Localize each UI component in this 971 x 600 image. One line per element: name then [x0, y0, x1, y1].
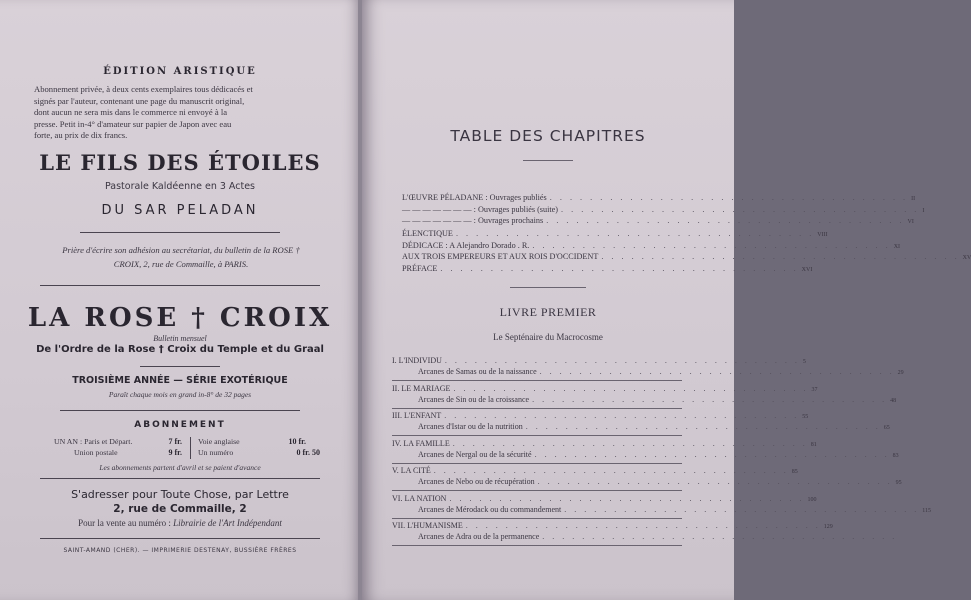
leader-dots: . . . . . . . . . . . . . . . . . . . . . . . . . . . . . . . . . . . .: [455, 229, 815, 238]
chapter-entry-label: III. L'ENFANT: [392, 411, 442, 420]
divider: [40, 478, 320, 479]
prayer-line: CROIX, 2, rue de Commaille, à PARIS.: [113, 259, 249, 269]
chapter-entry: [392, 383, 818, 394]
abonnement-note: Les abonnements partent d'avril et se paient d'avance: [99, 463, 261, 472]
leader-dots: . . . . . . . . . . . . . . . . . . . . . . . . . . . . . . . . . . . .: [546, 216, 905, 225]
leader-dots: . . . . . . . . . . . . . . . . . . . . . . . . . . . . . . . . . . . .: [564, 504, 920, 514]
chapter-subentry-label: Arcanes de Mérodack ou du commandement: [418, 504, 562, 514]
edition-text: [34, 84, 330, 142]
edition-line: signés par l'auteur, contenant une page du manuscrit original,: [34, 95, 245, 106]
chapter-divider: [392, 435, 682, 436]
toc-entry-label: — — — — — — — : Ouvrages prochains: [402, 216, 544, 225]
address-prefix: Pour la vente au numéro :: [78, 518, 171, 528]
chapter-entry-page: 85: [791, 469, 798, 475]
abonnement-row-label: Voie anglaise: [198, 437, 240, 446]
prayer-line: Prière d'écrire son adhésion au secrétariat, du bulletin de la ROSE †: [62, 245, 300, 255]
chapter-entry: [392, 355, 806, 366]
chapter-entry-page: 5: [802, 359, 806, 365]
edition-line: presse. Petit in-4° d'amateur sur papier de Japon avec eau: [34, 118, 232, 129]
toc-entry: [402, 228, 828, 239]
leader-dots: . . . . . . . . . . . . . . . . . . . . . . . . . . . . . . . . . . . .: [532, 240, 891, 250]
edition-line: Abonnement privée, à deux cents exemplaires tous dédicacés et: [34, 84, 253, 94]
chapter-subentry-label: Arcanes de Samas ou de la naissance: [418, 367, 537, 376]
toc-entry-label: DÉDICACE : A Alejandro Dorado . R.: [402, 240, 530, 250]
toc-entry: [402, 240, 901, 251]
divider: [510, 287, 586, 288]
chapter-subentry: [418, 531, 898, 542]
chapter-subentry: [418, 504, 932, 515]
rose-croix-title: LA ROSE † CROIX: [27, 303, 333, 333]
leader-dots: . . . . . . . . . . . . . . . . . . . . . . . . . . . . . . . . . . . .: [532, 394, 888, 404]
edition-line: forte, au prix de dix francs.: [34, 130, 128, 140]
divider: [60, 410, 300, 411]
chapter-subentry-page: 95: [895, 480, 902, 486]
chapter-subentry: [418, 476, 902, 487]
leader-dots: . . . . . . . . . . . . . . . . . . . . . . . . . . . . . . . . . . . .: [433, 466, 789, 475]
chapter-divider: [392, 545, 682, 546]
chapter-subentry-page: 115: [922, 507, 932, 514]
leader-dots: . . . . . . . . . . . . . . . . . . . . . . . . . . . . . . . . . . . .: [452, 438, 808, 448]
chapter-divider: [392, 490, 682, 491]
chapter-entry-label: V. LA CITÉ: [392, 466, 431, 475]
address-line-2: 2, rue de Commaille, 2: [113, 503, 247, 515]
toc-entry: [402, 204, 925, 215]
divider: [523, 160, 573, 161]
chapter-entry-label: IV. LA FAMILLE: [392, 438, 450, 448]
chapter-entry: [392, 465, 798, 476]
toc-entry-page: XI: [893, 243, 901, 250]
abonnement-row-price: 7 fr.: [168, 437, 182, 446]
toc-title: TABLE DES CHAPITRES: [450, 127, 646, 145]
chapter-subentry-label: Arcanes d'Istar ou de la nutrition: [418, 422, 523, 431]
chapter-subentry: [418, 366, 904, 377]
address-line-1: S'adresser pour Toute Chose, par Lettre: [71, 488, 289, 501]
divider: [80, 232, 280, 233]
toc-entry: [402, 251, 971, 262]
chapter-subentry-label: Arcanes de Sin ou de la croissance: [418, 394, 530, 404]
book-heading: LIVRE PREMIER: [499, 305, 597, 319]
toc-entry: [402, 263, 813, 274]
address-bookshop: Librairie de l'Art Indépendant: [173, 518, 282, 528]
abonnement-row-label: UN AN : Paris et Départ.: [54, 437, 133, 446]
prayer-text: [40, 243, 322, 271]
leader-dots: . . . . . . . . . . . . . . . . . . . . . . . . . . . . . . . . . . . .: [542, 532, 898, 541]
chapter-subentry-label: Arcanes de Nergal ou de la sécurité: [418, 449, 532, 459]
chapter-entry-label: I. L'INDIVIDU: [392, 356, 442, 365]
leader-dots: . . . . . . . . . . . . . . . . . . . . . . . . . . . . . . . . . . . .: [549, 193, 909, 202]
leader-dots: . . . . . . . . . . . . . . . . . . . . . . . . . . . . . . . . . . . .: [561, 204, 920, 214]
toc-entry: [402, 215, 914, 226]
series-line: TROISIÈME ANNÉE — SÉRIE EXOTÉRIQUE: [72, 375, 288, 386]
chapter-subentry-page: 83: [892, 452, 899, 459]
toc-entry-label: AUX TROIS EMPEREURS ET AUX ROIS D'OCCIDENT: [402, 252, 599, 261]
book-title: LE FILS DES ÉTOILES: [39, 150, 321, 175]
chapter-entry-page: 129: [823, 524, 833, 530]
leader-dots: . . . . . . . . . . . . . . . . . . . . . . . . . . . . . . . . . . . .: [444, 356, 800, 365]
abonnement-row-label: Un numéro: [198, 448, 234, 457]
toc-entry-label: L'ŒUVRE PÉLADANE : Ouvrages publiés: [402, 193, 547, 202]
leader-dots: . . . . . . . . . . . . . . . . . . . . . . . . . . . . . . . . . . . .: [449, 493, 805, 503]
imprint-line: SAINT-AMAND (CHER). — IMPRIMERIE DESTENAY, BUSSIÈRE FRÈRES: [63, 547, 297, 554]
chapter-entry-page: 37: [811, 386, 818, 393]
divider: [140, 366, 220, 367]
leader-dots: . . . . . . . . . . . . . . . . . . . . . . . . . . . . . . . . . . . .: [539, 367, 895, 376]
divider: [40, 538, 320, 539]
abonnement-row-price: 10 fr.: [288, 437, 306, 446]
toc-entry: [402, 192, 916, 203]
divider: [40, 285, 320, 286]
abonnement-row-price: 9 fr.: [168, 448, 182, 457]
chapter-subentry-label: Arcanes de Nebo ou de récupération: [418, 477, 535, 486]
chapter-entry-page: 81: [810, 441, 817, 448]
chapter-entry: [392, 493, 817, 504]
leader-dots: . . . . . . . . . . . . . . . . . . . . . . . . . . . . . . . . . . . .: [534, 449, 890, 459]
chapter-divider: [392, 463, 682, 464]
abonnement-separator: [190, 437, 191, 459]
bulletin-label: Bulletin mensuel: [153, 334, 207, 343]
abonnement-title: ABONNEMENT: [134, 420, 226, 430]
book-author: DU SAR PELADAN: [101, 203, 259, 218]
toc-entry-page: XVI: [801, 266, 813, 273]
chapter-subentry-label: Arcanes de Adra ou de la permanence: [418, 532, 540, 541]
toc-entry-page: I: [922, 207, 925, 214]
edition-title: ÉDITION ARISTIQUE: [103, 66, 257, 77]
toc-entry-label: ÉLENCTIQUE: [402, 229, 453, 238]
toc-entry-label: PRÉFACE: [402, 263, 438, 273]
toc-entry-page: VIII: [817, 232, 828, 238]
chapter-entry-label: VII. L'HUMANISME: [392, 521, 463, 530]
chapter-subentry: [418, 394, 897, 405]
chapter-entry: [392, 410, 809, 421]
chapter-subentry: [418, 449, 899, 460]
chapter-entry-page: 55: [802, 414, 809, 420]
chapter-entry: [392, 438, 817, 449]
chapter-entry-label: II. LE MARIAGE: [392, 383, 451, 393]
book-subheading: Le Septénaire du Macrocosme: [493, 332, 603, 342]
leader-dots: . . . . . . . . . . . . . . . . . . . . . . . . . . . . . . . . . . . .: [453, 383, 809, 393]
chapter-entry: [392, 520, 833, 531]
edition-line: dont aucun ne sera mis dans le commerce ni envoyé à la: [34, 107, 228, 117]
chapter-divider: [392, 380, 682, 381]
toc-entry-page: XV: [962, 255, 971, 261]
chapter-divider: [392, 518, 682, 519]
leader-dots: . . . . . . . . . . . . . . . . . . . . . . . . . . . . . . . . . . . .: [440, 263, 799, 273]
toc-entry-page: II: [911, 196, 916, 202]
chapter-subentry-page: 48: [890, 397, 897, 404]
leader-dots: . . . . . . . . . . . . . . . . . . . . . . . . . . . . . . . . . . . .: [444, 411, 800, 420]
chapter-subentry-page: 29: [897, 370, 904, 376]
abonnement-row-price: 0 fr. 50: [296, 448, 320, 457]
book-subtitle: Pastorale Kaldéenne en 3 Actes: [104, 181, 255, 192]
appears-line: Paraît chaque mois en grand in-8° de 32 pages: [108, 390, 252, 399]
abonnement-row-label: Union postale: [74, 448, 118, 457]
chapter-entry-page: 100: [807, 496, 817, 503]
leader-dots: . . . . . . . . . . . . . . . . . . . . . . . . . . . . . . . . . . . .: [601, 252, 960, 261]
order-line: De l'Ordre de la Rose † Croix du Temple et du Graal: [36, 344, 324, 355]
address-line-3: [0, 518, 360, 528]
chapter-subentry-page: 65: [883, 425, 890, 431]
toc-entry-label: — — — — — — — : Ouvrages publiés (suite): [402, 204, 558, 214]
chapter-subentry: [418, 421, 890, 432]
leader-dots: . . . . . . . . . . . . . . . . . . . . . . . . . . . . . . . . . . . .: [525, 422, 881, 431]
chapter-divider: [392, 408, 682, 409]
leader-dots: . . . . . . . . . . . . . . . . . . . . . . . . . . . . . . . . . . . .: [465, 521, 821, 530]
chapter-entry-label: VI. LA NATION: [392, 493, 447, 503]
toc-entry-page: VI: [907, 219, 914, 225]
leader-dots: . . . . . . . . . . . . . . . . . . . . . . . . . . . . . . . . . . . .: [537, 477, 893, 486]
